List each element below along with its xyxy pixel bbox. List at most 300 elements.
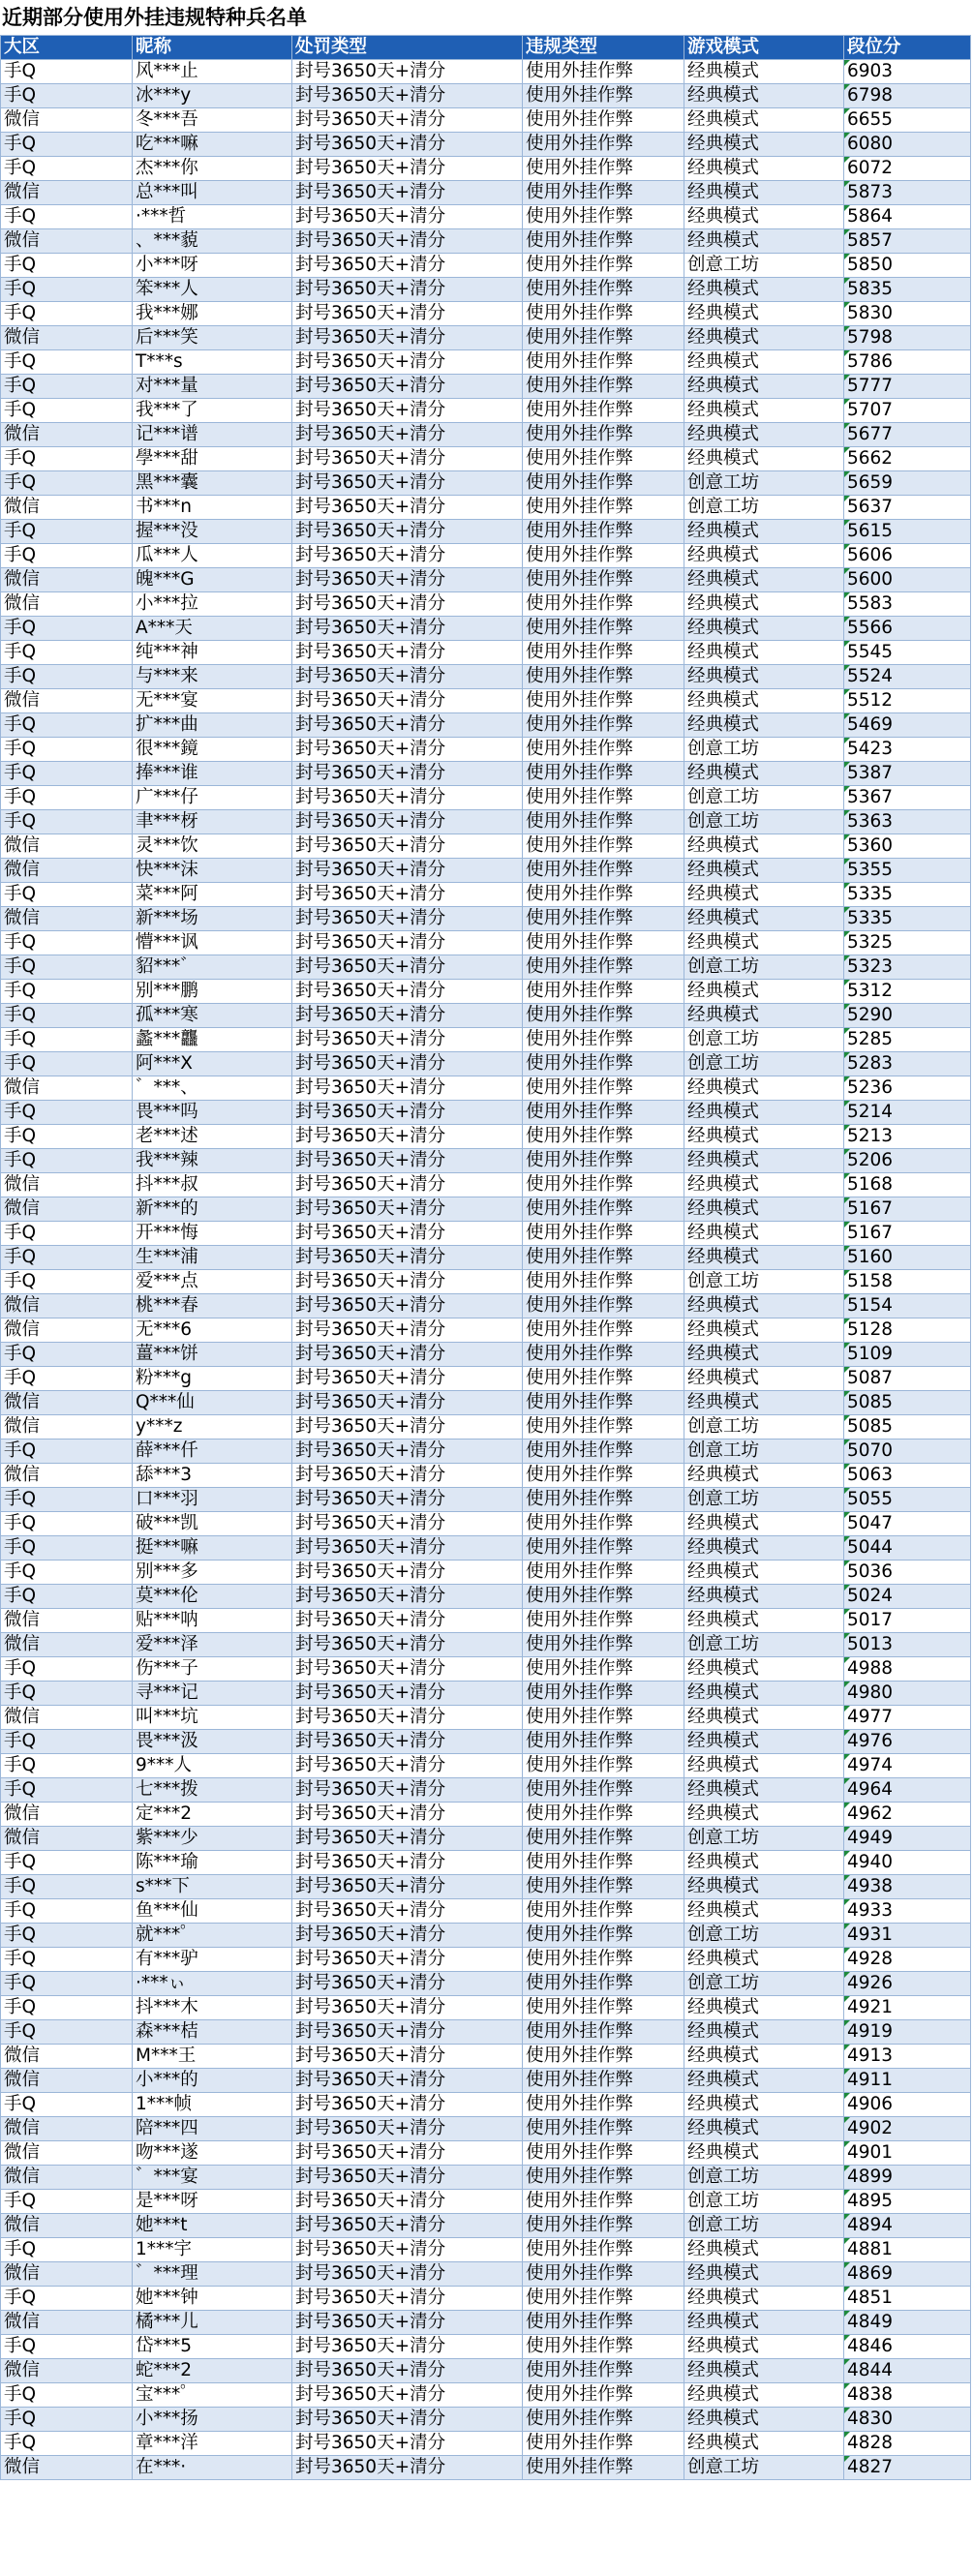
cell-penalty: 封号3650天+清分 — [292, 1657, 523, 1682]
cell-game-mode: 经典模式 — [684, 1246, 844, 1270]
table-body — [1, 60, 971, 2480]
column-header-violation: 违规类型 — [523, 36, 684, 60]
cell-rank-score: 5355 — [844, 859, 971, 883]
cell-region: 手Q — [1, 1996, 133, 2020]
cell-penalty: 封号3650天+清分 — [292, 834, 523, 859]
cell-game-mode: 经典模式 — [684, 1343, 844, 1367]
cell-rank-score: 4921 — [844, 1996, 971, 2020]
cell-penalty: 封号3650天+清分 — [292, 1536, 523, 1561]
cell-game-mode: 经典模式 — [684, 2432, 844, 2456]
cell-game-mode: 经典模式 — [684, 1948, 844, 1972]
cell-penalty: 封号3650天+清分 — [292, 2190, 523, 2214]
cell-game-mode: 经典模式 — [684, 1197, 844, 1222]
cell-violation: 使用外挂作弊 — [523, 2069, 684, 2093]
cell-nickname: 笨***人 — [133, 278, 292, 302]
cell-penalty: 封号3650天+清分 — [292, 108, 523, 133]
cell-violation: 使用外挂作弊 — [523, 1222, 684, 1246]
cell-rank-score: 5236 — [844, 1076, 971, 1101]
table-row — [1, 859, 971, 883]
cell-nickname: 后***笑 — [133, 326, 292, 350]
cell-violation: 使用外挂作弊 — [523, 1440, 684, 1464]
cell-region: 手Q — [1, 1440, 133, 1464]
table-row — [1, 834, 971, 859]
cell-nickname: 新***的 — [133, 1197, 292, 1222]
column-header-region: 大区 — [1, 36, 133, 60]
cell-region: 手Q — [1, 254, 133, 278]
cell-game-mode: 经典模式 — [684, 568, 844, 592]
cell-violation: 使用外挂作弊 — [523, 1197, 684, 1222]
cell-region: 手Q — [1, 1222, 133, 1246]
table-row — [1, 1778, 971, 1803]
cell-game-mode: 经典模式 — [684, 2093, 844, 2117]
cell-nickname: 鱼***仙 — [133, 1899, 292, 1924]
cell-nickname: 瓜***人 — [133, 544, 292, 568]
table-row — [1, 2383, 971, 2408]
cell-nickname: 莫***伦 — [133, 1585, 292, 1609]
cell-rank-score: 5214 — [844, 1101, 971, 1125]
cell-nickname: 粉***g — [133, 1367, 292, 1391]
cell-region: 手Q — [1, 205, 133, 229]
cell-region: 手Q — [1, 931, 133, 955]
table-row — [1, 1924, 971, 1948]
table-row — [1, 1197, 971, 1222]
cell-rank-score: 6072 — [844, 157, 971, 181]
cell-penalty: 封号3650天+清分 — [292, 1778, 523, 1803]
cell-nickname: 破***凯 — [133, 1512, 292, 1536]
table-row — [1, 2335, 971, 2359]
cell-rank-score: 4828 — [844, 2432, 971, 2456]
cell-region: 微信 — [1, 2141, 133, 2166]
table-row — [1, 1464, 971, 1488]
cell-violation: 使用外挂作弊 — [523, 689, 684, 713]
cell-game-mode: 创意工坊 — [684, 1270, 844, 1294]
cell-game-mode: 经典模式 — [684, 980, 844, 1004]
cell-penalty: 封号3650天+清分 — [292, 1730, 523, 1754]
cell-rank-score: 4849 — [844, 2311, 971, 2335]
cell-nickname: 就***゜ — [133, 1924, 292, 1948]
cell-penalty: 封号3650天+清分 — [292, 1440, 523, 1464]
cell-violation: 使用外挂作弊 — [523, 2045, 684, 2069]
cell-rank-score: 5566 — [844, 617, 971, 641]
cell-penalty: 封号3650天+清分 — [292, 496, 523, 520]
cell-violation: 使用外挂作弊 — [523, 955, 684, 980]
table-row — [1, 762, 971, 786]
cell-game-mode: 创意工坊 — [684, 2166, 844, 2190]
cell-region: 手Q — [1, 447, 133, 471]
cell-nickname: 在***· — [133, 2456, 292, 2480]
table-row — [1, 1536, 971, 1561]
table-row — [1, 810, 971, 834]
cell-rank-score: 5583 — [844, 592, 971, 617]
cell-nickname: 小***的 — [133, 2069, 292, 2093]
cell-violation: 使用外挂作弊 — [523, 181, 684, 205]
cell-violation: 使用外挂作弊 — [523, 520, 684, 544]
cell-penalty: 封号3650天+清分 — [292, 157, 523, 181]
cell-rank-score: 4976 — [844, 1730, 971, 1754]
cell-rank-score: 5283 — [844, 1052, 971, 1076]
cell-penalty: 封号3650天+清分 — [292, 60, 523, 84]
cell-violation: 使用外挂作弊 — [523, 2335, 684, 2359]
cell-nickname: 寻***记 — [133, 1682, 292, 1706]
table-row — [1, 2456, 971, 2480]
cell-penalty: 封号3650天+清分 — [292, 2383, 523, 2408]
cell-penalty: 封号3650天+清分 — [292, 1899, 523, 1924]
cell-rank-score: 5013 — [844, 1633, 971, 1657]
cell-region: 手Q — [1, 471, 133, 496]
cell-nickname: s***下 — [133, 1875, 292, 1899]
cell-violation: 使用外挂作弊 — [523, 205, 684, 229]
cell-nickname: 冰***y — [133, 84, 292, 108]
cell-nickname: T***s — [133, 350, 292, 375]
cell-violation: 使用外挂作弊 — [523, 1004, 684, 1028]
cell-penalty: 封号3650天+清分 — [292, 1754, 523, 1778]
cell-penalty: 封号3650天+清分 — [292, 423, 523, 447]
cell-penalty: 封号3650天+清分 — [292, 1294, 523, 1318]
cell-violation: 使用外挂作弊 — [523, 2117, 684, 2141]
cell-penalty: 封号3650天+清分 — [292, 1318, 523, 1343]
cell-penalty: 封号3650天+清分 — [292, 955, 523, 980]
cell-rank-score: 5423 — [844, 738, 971, 762]
cell-rank-score: 5363 — [844, 810, 971, 834]
cell-region: 微信 — [1, 1706, 133, 1730]
table-row — [1, 713, 971, 738]
cell-rank-score: 4906 — [844, 2093, 971, 2117]
cell-rank-score: 5312 — [844, 980, 971, 1004]
cell-game-mode: 经典模式 — [684, 1464, 844, 1488]
table-row — [1, 326, 971, 350]
cell-nickname: 快***沫 — [133, 859, 292, 883]
cell-penalty: 封号3650天+清分 — [292, 229, 523, 254]
cell-violation: 使用外挂作弊 — [523, 1101, 684, 1125]
table-row — [1, 84, 971, 108]
cell-nickname: 畏***汲 — [133, 1730, 292, 1754]
table-row — [1, 1561, 971, 1585]
table-row — [1, 907, 971, 931]
cell-violation: 使用外挂作弊 — [523, 1028, 684, 1052]
table-row — [1, 1367, 971, 1391]
cell-region: 手Q — [1, 1585, 133, 1609]
cell-region: 手Q — [1, 2383, 133, 2408]
cell-nickname: y***z — [133, 1415, 292, 1440]
cell-penalty: 封号3650天+清分 — [292, 1391, 523, 1415]
cell-game-mode: 经典模式 — [684, 665, 844, 689]
cell-region: 手Q — [1, 2190, 133, 2214]
cell-rank-score: 4830 — [844, 2408, 971, 2432]
cell-nickname: 挺***嘛 — [133, 1536, 292, 1561]
cell-region: 手Q — [1, 810, 133, 834]
cell-region: 微信 — [1, 568, 133, 592]
cell-penalty: 封号3650天+清分 — [292, 181, 523, 205]
cell-violation: 使用外挂作弊 — [523, 1730, 684, 1754]
cell-penalty: 封号3650天+清分 — [292, 1924, 523, 1948]
cell-game-mode: 经典模式 — [684, 423, 844, 447]
cell-penalty: 封号3650天+清分 — [292, 1512, 523, 1536]
cell-nickname: 橘***儿 — [133, 2311, 292, 2335]
cell-violation: 使用外挂作弊 — [523, 1875, 684, 1899]
cell-region: 手Q — [1, 1246, 133, 1270]
cell-penalty: 封号3650天+清分 — [292, 254, 523, 278]
table-row — [1, 2069, 971, 2093]
table-row — [1, 1318, 971, 1343]
cell-rank-score: 4928 — [844, 1948, 971, 1972]
cell-penalty: 封号3650天+清分 — [292, 713, 523, 738]
cell-game-mode: 经典模式 — [684, 544, 844, 568]
cell-rank-score: 5206 — [844, 1149, 971, 1173]
cell-game-mode: 经典模式 — [684, 229, 844, 254]
cell-violation: 使用外挂作弊 — [523, 544, 684, 568]
cell-violation: 使用外挂作弊 — [523, 931, 684, 955]
cell-penalty: 封号3650天+清分 — [292, 641, 523, 665]
cell-violation: 使用外挂作弊 — [523, 1391, 684, 1415]
cell-rank-score: 4919 — [844, 2020, 971, 2045]
cell-region: 手Q — [1, 520, 133, 544]
cell-violation: 使用外挂作弊 — [523, 2262, 684, 2287]
table-row — [1, 1222, 971, 1246]
cell-region: 手Q — [1, 1875, 133, 1899]
table-row — [1, 1415, 971, 1440]
cell-game-mode: 经典模式 — [684, 326, 844, 350]
cell-violation: 使用外挂作弊 — [523, 2383, 684, 2408]
cell-violation: 使用外挂作弊 — [523, 1948, 684, 1972]
table-row — [1, 2166, 971, 2190]
table-row — [1, 1149, 971, 1173]
cell-rank-score: 4980 — [844, 1682, 971, 1706]
cell-rank-score: 5777 — [844, 375, 971, 399]
cell-nickname: 魄***G — [133, 568, 292, 592]
cell-game-mode: 经典模式 — [684, 834, 844, 859]
cell-region: 手Q — [1, 133, 133, 157]
cell-rank-score: 5290 — [844, 1004, 971, 1028]
cell-rank-score: 5637 — [844, 496, 971, 520]
cell-region: 手Q — [1, 399, 133, 423]
cell-nickname: 老***述 — [133, 1125, 292, 1149]
cell-region: 微信 — [1, 2045, 133, 2069]
cell-rank-score: 4902 — [844, 2117, 971, 2141]
cell-game-mode: 经典模式 — [684, 2238, 844, 2262]
cell-region: 手Q — [1, 278, 133, 302]
cell-nickname: 无***宴 — [133, 689, 292, 713]
column-header-game-mode: 游戏模式 — [684, 36, 844, 60]
cell-nickname: 紫***少 — [133, 1827, 292, 1851]
cell-penalty: 封号3650天+清分 — [292, 980, 523, 1004]
table-row — [1, 1076, 971, 1101]
cell-penalty: 封号3650天+清分 — [292, 2238, 523, 2262]
cell-rank-score: 4977 — [844, 1706, 971, 1730]
cell-nickname: 我***了 — [133, 399, 292, 423]
cell-nickname: 记***谱 — [133, 423, 292, 447]
cell-violation: 使用外挂作弊 — [523, 617, 684, 641]
cell-violation: 使用外挂作弊 — [523, 1633, 684, 1657]
cell-violation: 使用外挂作弊 — [523, 423, 684, 447]
cell-violation: 使用外挂作弊 — [523, 786, 684, 810]
cell-region: 手Q — [1, 1004, 133, 1028]
cell-rank-score: 5469 — [844, 713, 971, 738]
cell-rank-score: 5387 — [844, 762, 971, 786]
cell-rank-score: 4933 — [844, 1899, 971, 1924]
cell-rank-score: 4894 — [844, 2214, 971, 2238]
cell-rank-score: 6655 — [844, 108, 971, 133]
table-row — [1, 2311, 971, 2335]
cell-penalty: 封号3650天+清分 — [292, 2287, 523, 2311]
cell-penalty: 封号3650天+清分 — [292, 471, 523, 496]
table-row — [1, 955, 971, 980]
cell-nickname: 我***辣 — [133, 1149, 292, 1173]
cell-game-mode: 经典模式 — [684, 2045, 844, 2069]
table-row — [1, 254, 971, 278]
cell-game-mode: 经典模式 — [684, 859, 844, 883]
cell-violation: 使用外挂作弊 — [523, 568, 684, 592]
cell-penalty: 封号3650天+清分 — [292, 1246, 523, 1270]
cell-penalty: 封号3650天+清分 — [292, 1875, 523, 1899]
cell-rank-score: 5524 — [844, 665, 971, 689]
cell-nickname: 森***桔 — [133, 2020, 292, 2045]
cell-rank-score: 5085 — [844, 1391, 971, 1415]
cell-rank-score: 5323 — [844, 955, 971, 980]
cell-rank-score: 4964 — [844, 1778, 971, 1803]
cell-nickname: 扩***曲 — [133, 713, 292, 738]
cell-nickname: 舔***3 — [133, 1464, 292, 1488]
cell-violation: 使用外挂作弊 — [523, 1246, 684, 1270]
cell-region: 手Q — [1, 1899, 133, 1924]
cell-penalty: 封号3650天+清分 — [292, 2456, 523, 2480]
cell-region: 手Q — [1, 350, 133, 375]
cell-rank-score: 4938 — [844, 1875, 971, 1899]
cell-penalty: 封号3650天+清分 — [292, 1803, 523, 1827]
table-row — [1, 1730, 971, 1754]
cell-nickname: 岱***5 — [133, 2335, 292, 2359]
cell-penalty: 封号3650天+清分 — [292, 1682, 523, 1706]
cell-violation: 使用外挂作弊 — [523, 1754, 684, 1778]
cell-rank-score: 5835 — [844, 278, 971, 302]
cell-rank-score: 5128 — [844, 1318, 971, 1343]
cell-rank-score: 5070 — [844, 1440, 971, 1464]
cell-violation: 使用外挂作弊 — [523, 399, 684, 423]
cell-game-mode: 经典模式 — [684, 1778, 844, 1803]
cell-nickname: 陪***四 — [133, 2117, 292, 2141]
table-row — [1, 2408, 971, 2432]
cell-penalty: 封号3650天+清分 — [292, 1004, 523, 1028]
cell-game-mode: 经典模式 — [684, 1657, 844, 1682]
cell-region: 手Q — [1, 1657, 133, 1682]
cell-penalty: 封号3650天+清分 — [292, 1609, 523, 1633]
cell-violation: 使用外挂作弊 — [523, 859, 684, 883]
cell-region: 手Q — [1, 60, 133, 84]
table-row — [1, 1682, 971, 1706]
cell-region: 手Q — [1, 1851, 133, 1875]
cell-penalty: 封号3650天+清分 — [292, 786, 523, 810]
cell-penalty: 封号3650天+清分 — [292, 568, 523, 592]
cell-penalty: 封号3650天+清分 — [292, 592, 523, 617]
cell-rank-score: 5335 — [844, 883, 971, 907]
cell-region: 手Q — [1, 1682, 133, 1706]
cell-penalty: 封号3650天+清分 — [292, 1851, 523, 1875]
table-row — [1, 447, 971, 471]
cell-region: 手Q — [1, 375, 133, 399]
cell-region: 微信 — [1, 1076, 133, 1101]
cell-region: 手Q — [1, 2287, 133, 2311]
cell-violation: 使用外挂作弊 — [523, 641, 684, 665]
cell-violation: 使用外挂作弊 — [523, 2311, 684, 2335]
cell-region: 微信 — [1, 326, 133, 350]
cell-rank-score: 5335 — [844, 907, 971, 931]
cell-penalty: 封号3650天+清分 — [292, 1996, 523, 2020]
ban-list-table — [0, 35, 971, 2480]
cell-nickname: 蛇***2 — [133, 2359, 292, 2383]
cell-nickname: 开***悔 — [133, 1222, 292, 1246]
cell-region: 微信 — [1, 907, 133, 931]
cell-rank-score: 4974 — [844, 1754, 971, 1778]
table-row — [1, 2045, 971, 2069]
cell-game-mode: 经典模式 — [684, 713, 844, 738]
cell-game-mode: 经典模式 — [684, 1730, 844, 1754]
cell-game-mode: 经典模式 — [684, 278, 844, 302]
table-row — [1, 229, 971, 254]
cell-violation: 使用外挂作弊 — [523, 2359, 684, 2383]
cell-game-mode: 经典模式 — [684, 617, 844, 641]
cell-penalty: 封号3650天+清分 — [292, 2432, 523, 2456]
table-row — [1, 1125, 971, 1149]
cell-rank-score: 4913 — [844, 2045, 971, 2069]
cell-violation: 使用外挂作弊 — [523, 592, 684, 617]
cell-penalty: 封号3650天+清分 — [292, 883, 523, 907]
table-row — [1, 1609, 971, 1633]
cell-game-mode: 经典模式 — [684, 1512, 844, 1536]
cell-nickname: A***天 — [133, 617, 292, 641]
cell-violation: 使用外挂作弊 — [523, 883, 684, 907]
cell-nickname: 冬***吾 — [133, 108, 292, 133]
cell-region: 微信 — [1, 1391, 133, 1415]
cell-nickname: 风***止 — [133, 60, 292, 84]
cell-region: 微信 — [1, 1464, 133, 1488]
cell-penalty: 封号3650天+清分 — [292, 544, 523, 568]
cell-rank-score: 5600 — [844, 568, 971, 592]
cell-nickname: 很***鏡 — [133, 738, 292, 762]
cell-violation: 使用外挂作弊 — [523, 278, 684, 302]
cell-region: 微信 — [1, 1197, 133, 1222]
table-row — [1, 617, 971, 641]
cell-nickname: 畏***吗 — [133, 1101, 292, 1125]
cell-nickname: ·***哲 — [133, 205, 292, 229]
cell-violation: 使用外挂作弊 — [523, 2238, 684, 2262]
cell-violation: 使用外挂作弊 — [523, 2020, 684, 2045]
table-row — [1, 738, 971, 762]
table-row — [1, 1440, 971, 1464]
cell-violation: 使用外挂作弊 — [523, 84, 684, 108]
cell-rank-score: 6080 — [844, 133, 971, 157]
cell-violation: 使用外挂作弊 — [523, 1803, 684, 1827]
cell-region: 微信 — [1, 859, 133, 883]
cell-violation: 使用外挂作弊 — [523, 2432, 684, 2456]
cell-nickname: 新***场 — [133, 907, 292, 931]
cell-violation: 使用外挂作弊 — [523, 471, 684, 496]
cell-penalty: 封号3650天+清分 — [292, 1101, 523, 1125]
cell-rank-score: 5085 — [844, 1415, 971, 1440]
cell-game-mode: 经典模式 — [684, 1706, 844, 1730]
cell-violation: 使用外挂作弊 — [523, 1851, 684, 1875]
cell-nickname: 七***拨 — [133, 1778, 292, 1803]
cell-nickname: 桃***春 — [133, 1294, 292, 1318]
cell-violation: 使用外挂作弊 — [523, 60, 684, 84]
cell-game-mode: 经典模式 — [684, 2408, 844, 2432]
cell-region: 微信 — [1, 2069, 133, 2093]
table-row — [1, 1803, 971, 1827]
table-row — [1, 2287, 971, 2311]
cell-rank-score: 5677 — [844, 423, 971, 447]
cell-region: 微信 — [1, 229, 133, 254]
cell-game-mode: 经典模式 — [684, 1536, 844, 1561]
cell-game-mode: 经典模式 — [684, 1004, 844, 1028]
table-row — [1, 1294, 971, 1318]
